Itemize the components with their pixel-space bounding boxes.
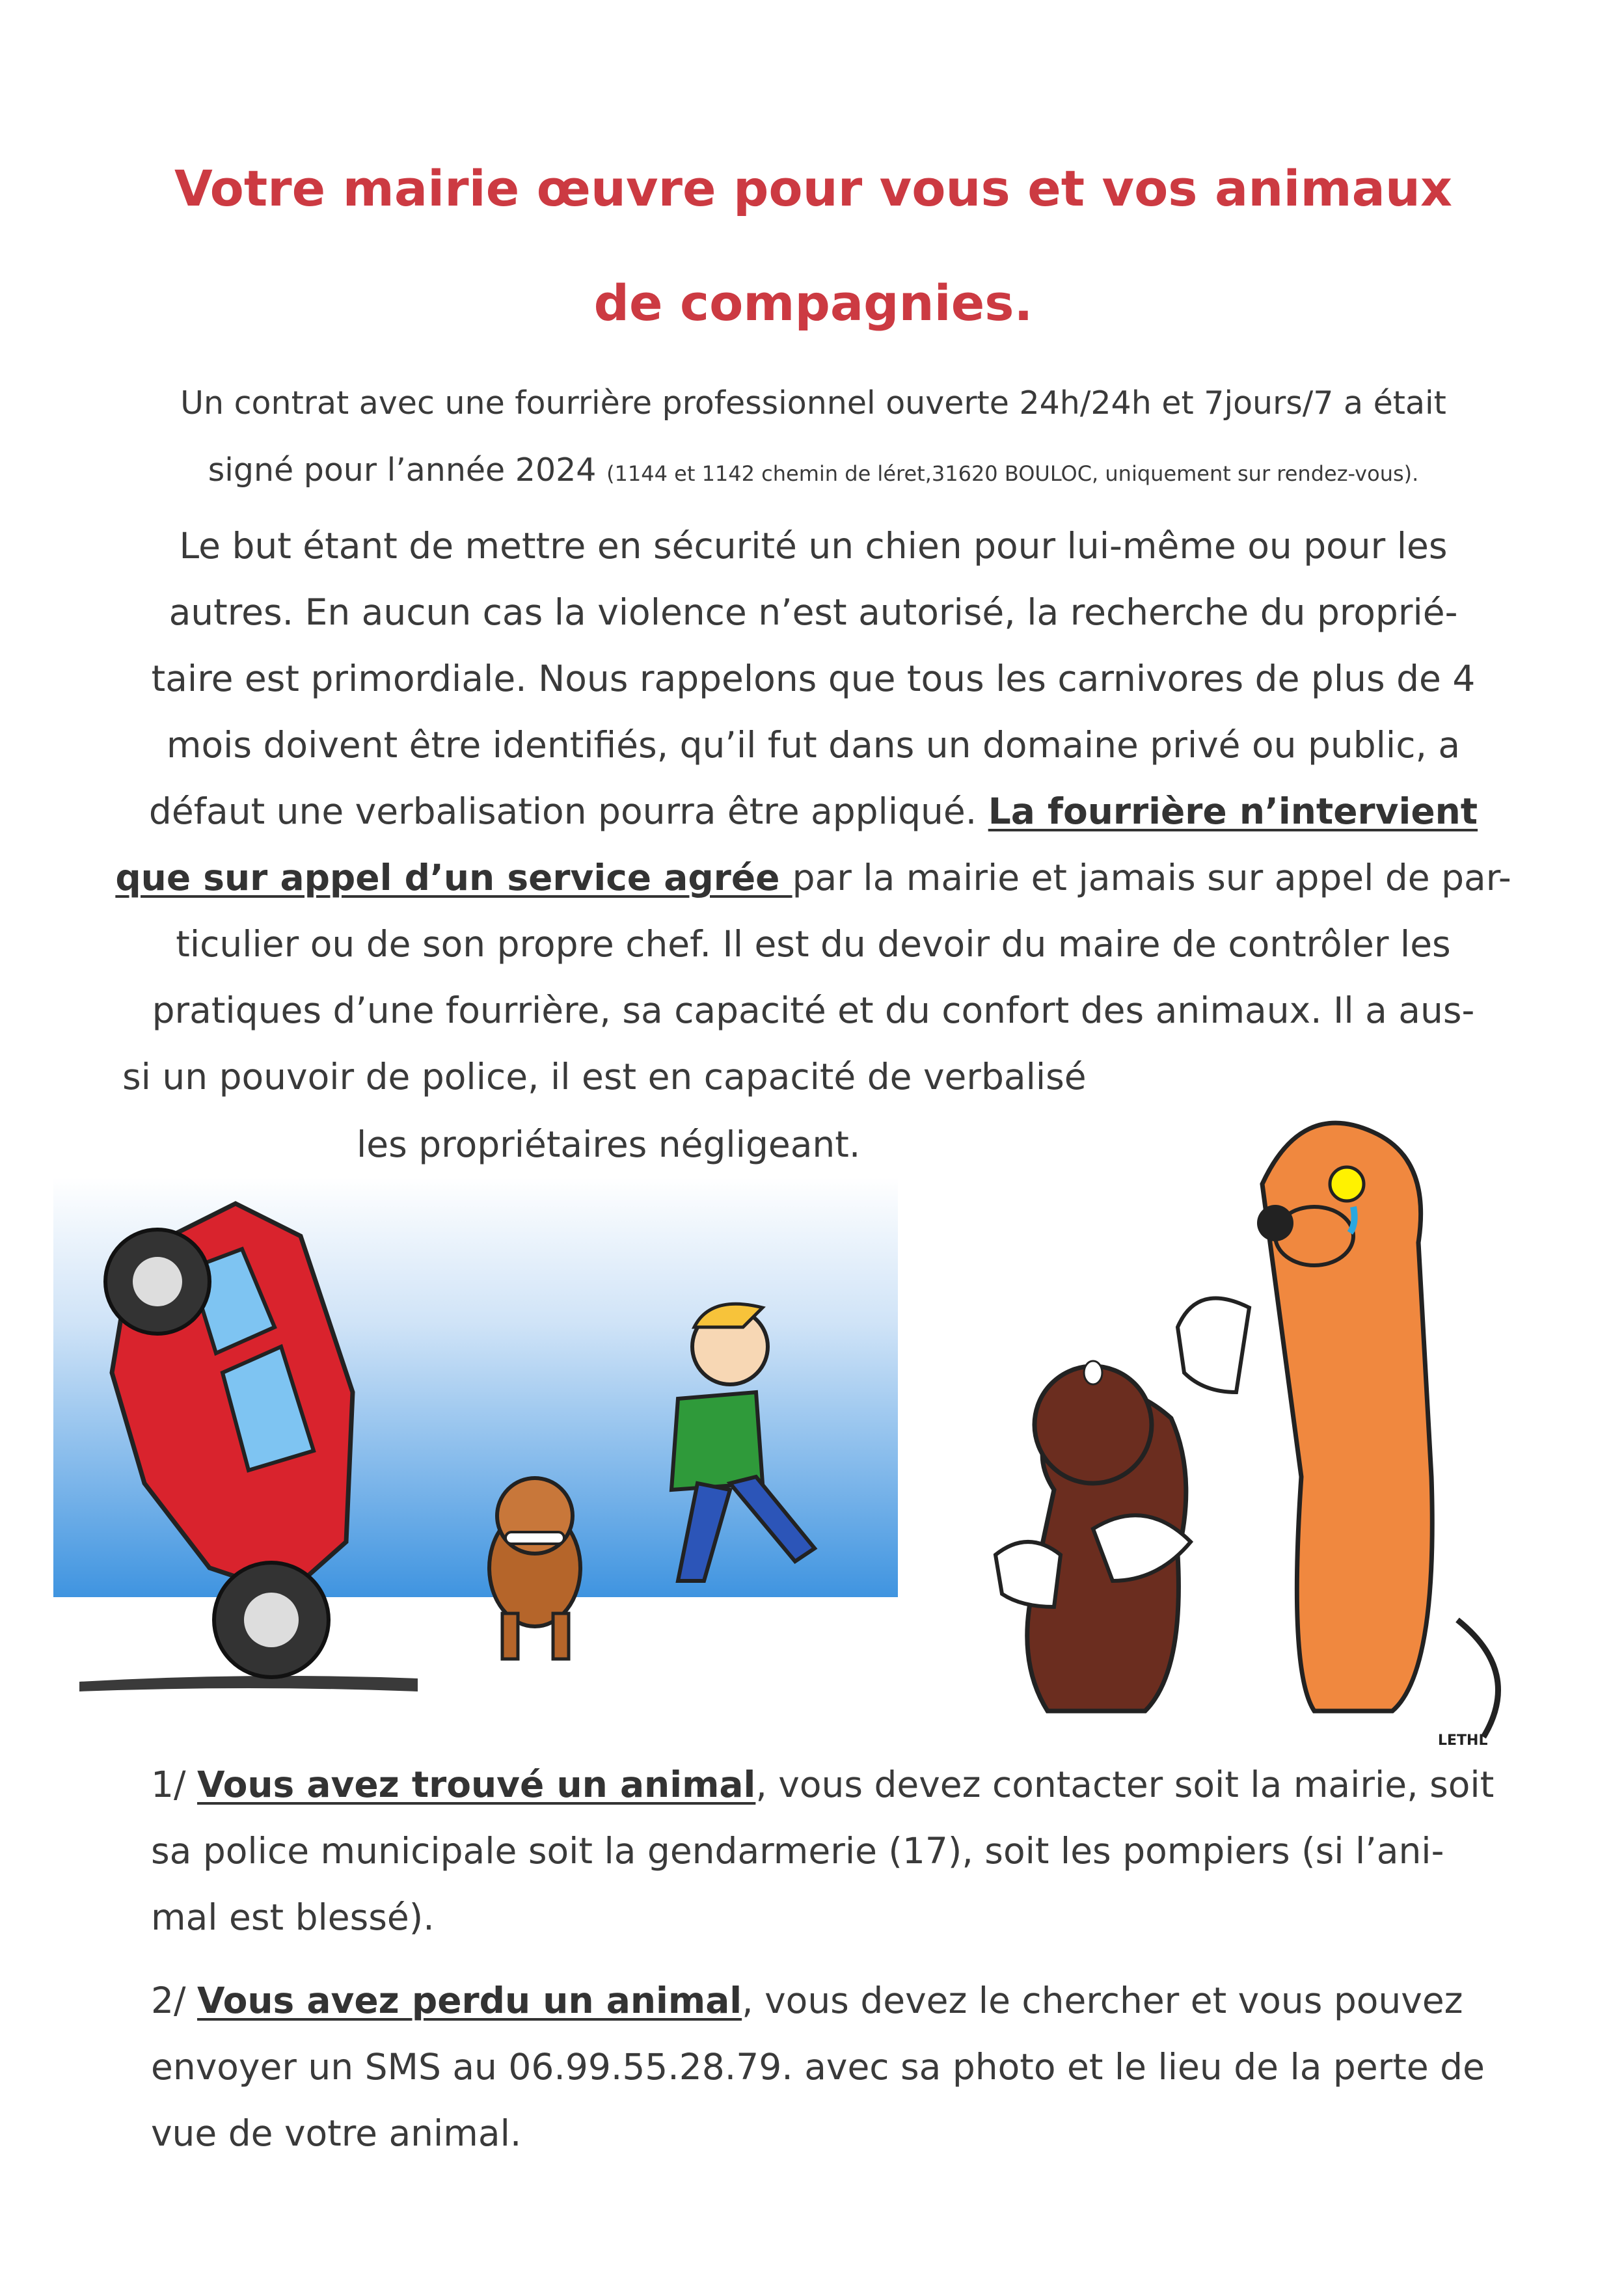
body-line-5-text: défaut une verbalisation pourra être appliqué. <box>148 790 988 832</box>
ground <box>53 1597 898 1732</box>
crying-orange-dog-icon <box>1178 1123 1498 1737</box>
body-line-6 <box>98 857 1529 898</box>
list-item-2-line-2: envoyer un SMS au 06.99.55.28.79. avec sa photo et le lieu de la perte de <box>151 2046 1485 2088</box>
illustrator-signature: LETHL <box>1438 1732 1488 1749</box>
item-2-number: 2/ <box>151 1980 198 2021</box>
list-item-1-line-3: mal est blessé). <box>151 1896 435 1938</box>
body-line-4: mois doivent être identifiés, qu’il fut dans un domaine privé ou public, a <box>166 724 1461 766</box>
title-line-2: de compagnies. <box>593 274 1033 332</box>
body-line-3: taire est primordiale. Nous rappelons que tous les carnivores de plus de 4 <box>151 658 1476 699</box>
body-line-7: ticulier ou de son propre chef. Il est du devoir du maire de contrôler les <box>176 923 1451 965</box>
body-line-2: autres. En aucun cas la violence n’est autorisé, la recherche du proprié- <box>169 591 1458 633</box>
approved-service-emphasis: que sur appel d’un service agrée <box>115 857 792 898</box>
found-animal-emphasis: Vous avez trouvé un animal <box>197 1764 756 1805</box>
intro-line-2 <box>98 451 1529 489</box>
dogs-illustration <box>898 1086 1549 1776</box>
intro-line-1: Un contrat avec une fourrière professionnel ouverte 24h/24h et 7jours/7 a était <box>180 384 1446 422</box>
injured-brown-puppy-icon <box>995 1361 1191 1711</box>
body-line-9: si un pouvoir de police, il est en capacité de verbalisé <box>122 1056 1087 1098</box>
list-item-1-line-2: sa police municipale soit la gendarmerie (17), soit les pompiers (si l’ani- <box>151 1830 1444 1872</box>
list-item-2-line-1 <box>151 1980 1569 2021</box>
lost-animal-emphasis: Vous avez perdu un animal <box>197 1980 742 2021</box>
car-crash-illustration <box>53 1178 898 1732</box>
list-item-2-line-3: vue de votre animal. <box>151 2112 522 2154</box>
list-item-1-line-1 <box>151 1764 1569 1805</box>
item-1-number: 1/ <box>151 1764 198 1805</box>
body-line-8: pratiques d’une fourrière, sa capacité et du confort des animaux. Il a aus- <box>152 990 1475 1031</box>
body-line-10: les propriétaires négligeant. <box>357 1124 861 1165</box>
body-line-6-text: par la mairie et jamais sur appel de par- <box>792 857 1511 898</box>
title-line-1: Votre mairie œuvre pour vous et vos animaux <box>174 159 1453 217</box>
intro-main-text: signé pour l’année 2024 <box>208 451 607 489</box>
address-note: (1144 et 1142 chemin de léret,31620 BOULOC, uniquement sur rendez-vous). <box>606 461 1419 486</box>
body-line-5 <box>98 790 1529 832</box>
pound-intervention-emphasis: La fourrière n’intervient <box>988 790 1478 832</box>
body-line-1: Le but étant de mettre en sécurité un chien pour lui-même ou pour les <box>179 525 1448 567</box>
item-2-text: , vous devez le chercher et vous pouvez <box>742 1980 1463 2021</box>
item-1-text: , vous devez contacter soit la mairie, soit <box>755 1764 1495 1805</box>
